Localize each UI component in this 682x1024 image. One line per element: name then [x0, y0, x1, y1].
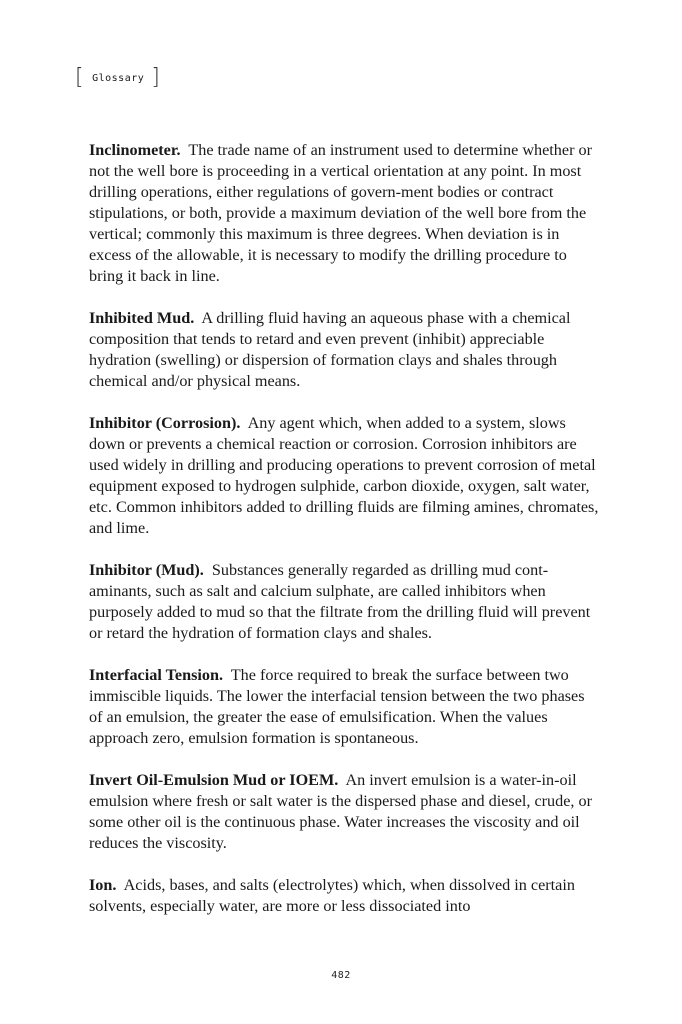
entry-definition: The force required to break the surface between two immiscible liquids. The lower the interfacial tension between the two phases of an emulsion, the greater the ease of emulsification. When the values approach zero, emulsion formation is spontaneous. [89, 666, 585, 747]
entry-definition: An invert emulsion is a water-in-oil emulsion where fresh or salt water is the dispersed phase and diesel, crude, or some other oil is the continuous phase. Water increases the viscosity and oil reduces the viscosity. [89, 771, 592, 852]
page-number: 482 [331, 970, 351, 981]
entry-definition: The trade name of an instrument used to determine whether or not the well bore is proceeding in a vertical orientation at any point. In most drilling operations, either regulations of govern-ment bodies or contract stipulations, or both, provide a maximum deviation of the well bore from the vertical; commonly this maximum is three degrees. When deviation is in excess of the allowable, it is necessary to modify the drilling procedure to bring it back in line. [89, 141, 592, 285]
entry-term: Inhibitor (Corrosion). [89, 414, 241, 432]
glossary-entry-inhibitor-corrosion [89, 413, 601, 539]
entry-definition: Any agent which, when added to a system, slows down or prevents a chemical reaction or corrosion. Corrosion inhibitors are used widely in drilling and producing operations to prevent corrosion of metal equipment exposed to hydrogen sulphide, carbon dioxide, oxygen, salt water, etc. Common inhibitors added to drilling fluids are filming amines, chromates, and lime. [89, 414, 599, 537]
running-head-title: Glossary [92, 73, 145, 84]
glossary-entry-ion [89, 875, 601, 917]
entry-term: Interfacial Tension. [89, 666, 224, 684]
entry-definition: Substances generally regarded as drilling mud cont-aminants, such as salt and calcium sulphate, are called inhibitors when purposely added to mud so that the filtrate from the drilling fluid will prevent or retard the hydration of formation clays and shales. [89, 561, 591, 642]
entry-term: Inhibited Mud. [89, 309, 195, 327]
glossary-entry-interfacial-tension [89, 665, 601, 749]
open-bracket: [ [75, 65, 85, 90]
entry-term: Ion. [89, 876, 117, 894]
entry-term: Inhibitor (Mud). [89, 561, 204, 579]
entry-definition: A drilling fluid having an aqueous phase with a chemical composition that tends to retard and even prevent (inhibit) appreciable hydration (swelling) or dispersion of formation clays and shales through chemical and/or physical means. [89, 309, 571, 390]
close-bracket: ] [151, 65, 161, 90]
glossary-body [89, 140, 601, 938]
glossary-entry-inclinometer [89, 140, 601, 287]
glossary-entry-inhibitor-mud [89, 560, 601, 644]
entry-term: Inclinometer. [89, 141, 181, 159]
glossary-entry-invert-oil-emulsion-mud [89, 770, 601, 854]
entry-definition: Acids, bases, and salts (electrolytes) which, when dissolved in certain solvents, especially water, are more or less dissociated into [89, 876, 575, 915]
entry-term: Invert Oil-Emulsion Mud or IOEM. [89, 771, 339, 789]
glossary-entry-inhibited-mud [89, 308, 601, 392]
running-head [75, 66, 160, 90]
